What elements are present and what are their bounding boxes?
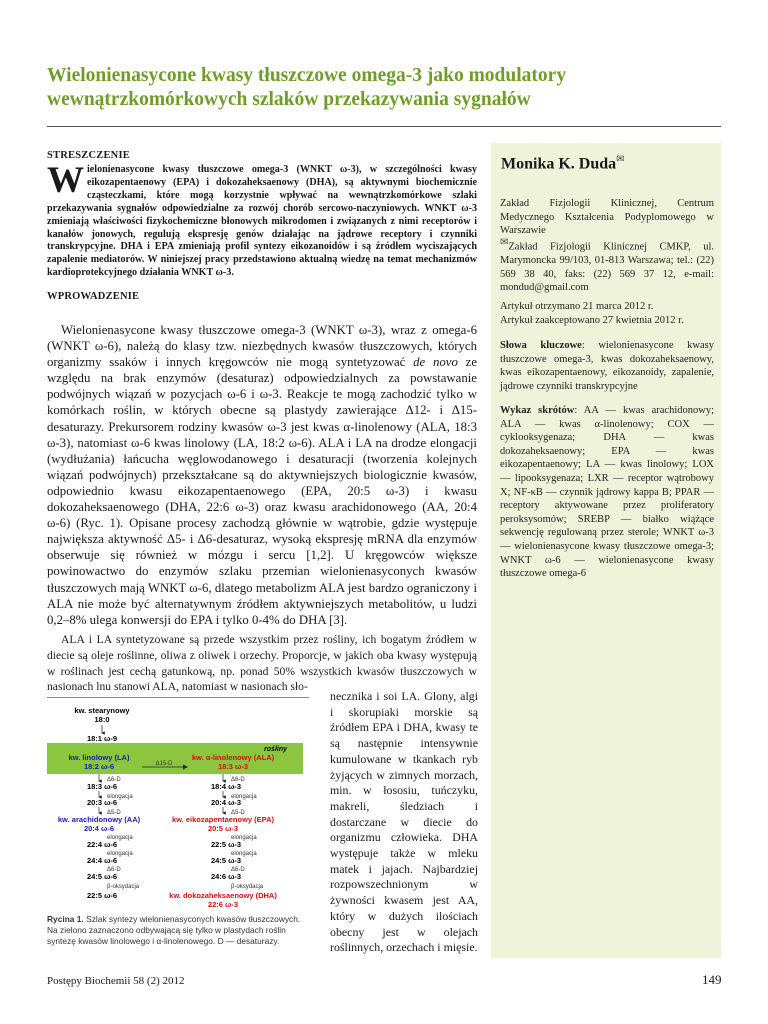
affiliation: Zakład Fizjologii Klinicznej, Centrum Medycznego Kształcenia Podyplomowego w Warszawie	[500, 198, 714, 237]
page-number: 149	[702, 972, 722, 987]
keywords	[500, 339, 714, 393]
intro-paragraph-2-continued: necznika i soi LA. Glony, algi i skorupiaki morskie są źródłem EPA i DHA, kwasy te są następnie intensywnie kumulowane w tkankach ryb żyjących w zimnych morzach, min. w łososiu, tuńczyku, makreli, śledziach i dostarczane w diecie do organizmu człowieka. DHA występuje także w mleku matek i jajach. Najbardziej rozpowszechnionym w żywności kwasem jest AA, który w dużych ilościach obecny jest w olejach roślinnych, orzechach i mięsie.	[330, 689, 478, 955]
stearic-formula: 18:0	[94, 715, 110, 724]
beta-ox-label-w6: β-oksydacja	[107, 884, 140, 890]
dha-formula: 22:6 ω-3	[207, 900, 239, 909]
dha-name: kw. dokozaheksaenowy (DHA)	[169, 891, 277, 900]
intro-text-b: ze względu na brak enzymów (desaturaz) odpowiedzialnych za powstawanie podwójnych wiązań w pozycjach ω-6 i ω-3. Reakcje te mogą zachodzić tylko w komórkach roślin, w których obecne są plastydy zawierające Δ12- i Δ15-desaturazy. Prekursorem rodziny kwasów ω-3 jest kwas α-linolenowy (ALA, 18:3 ω-3), natomiast ω-6 kwas linolowy (LA, 18:2 ω-6). ALA i LA na drodze elongacji (wydłużania) łańcucha węglowodanowego i desaturacji (tworzenia kolejnych wiązań podwójnych) przekształcane są do aktywniejszych biologicznie kwasów, odpowiednio kwasu eikozapentaenowego (EPA, 20:5 ω-3) i kwasu dokozaheksaenowego (DHA, 22:6 ω-3) oraz kwasu arachidonowego (AA, 20:4 ω-6) (Ryc. 1). Opisane procesy zachodzą głównie w wątrobie, gdzie występuje największa aktywność Δ5- i Δ6-desaturaz, wysoką ekspresję mRNA dla enzymów obserwuje się również w mózgu i sercu [1,2]. U kręgowców większe powinowactwo do enzymów szlaku przemian wielonienasyconych kwasów tłuszczowych mają WNKT ω-6, dlatego metabolizm ALA jest bardzo ograniczony i ALA nie może być alternatywnym źródłem aktywniejszych metabolitów, u ludzi 0,2–8% ulega konwersji do EPA i tylko 0-4% do DHA [3].	[47, 355, 478, 627]
stearic-name: kw. stearynowy	[74, 706, 130, 715]
accepted-date: Artykuł zaakceptowano 27 kwietnia 2012 r.	[500, 314, 684, 326]
elong-label-w3-3: elongacja	[231, 851, 257, 857]
epa-formula: 20:5 ω-3	[207, 824, 239, 833]
article-title: Wielonienasycone kwasy tłuszczowe omega-3 jako modulatory wewnątrzkomórkowych szlaków przekazywania sygnałów	[47, 65, 567, 110]
received-date: Artykuł otrzymano 21 marca 2012 r.	[500, 301, 654, 312]
elong-label-w3-1: elongacja	[231, 794, 257, 800]
w6-late-4: 22:5 ω-6	[87, 891, 118, 900]
w6-late-2: 24:4 ω-6	[87, 856, 118, 865]
abbreviations-text: : AA — kwas arachidonowy; ALA — kwas α-linolenowy; COX — cyklooksygenaza; DHA — kwas dokozaheksaenowy; EPA — kwas eikozapentaenowy; LA — kwas linolowy; LOX — lipooksygenaza; LXR — receptor wątrobowy X; NF-κB — czynnik jądrowy kappa B; PPAR — receptory aktywowane przez proliferatory peroksysomów; SREBP — białko wiążące sekwencję regulowaną przez sterole; WNKT ω-3 — wielonienasycone kwasy tłuszczowe omega-3; WNKT ω-6 — wielonienasycone kwasy tłuszczowe omega-6	[500, 405, 714, 580]
caption-text: Szlak syntezy wielonienasyconych kwasów tłuszczowych. Na zielono zaznaczono odbywającą się tylko w plastydach roślin syntezę kwasów linolowego i α-linolenowego. D — desaturazy.	[47, 914, 301, 947]
d5-label-w6: Δ5-D	[107, 810, 121, 816]
abstract-heading: STRESZCZENIE	[47, 150, 130, 161]
figure-caption	[47, 914, 309, 948]
intro-paragraph-2: ALA i LA syntetyzowane są przede wszystkim przez rośliny, ich bogatym źródłem w diecie są oleje roślinne, oliwa z oliwek i orzechy. Proporcje, w jakich oba kwasy występują w roślinach jest cechą gatunkową, np. ponad 50% wszystkich kwasów tłuszczowych w nasionach lnu stanowi ALA, natomiast w nasionach sło-	[47, 633, 477, 694]
journal-footer: Postępy Biochemii 58 (2) 2012	[47, 975, 185, 987]
pathway-figure	[47, 705, 307, 910]
aa-formula: 20:4 ω-6	[83, 824, 115, 833]
elong-label-w6-3: elongacja	[107, 851, 133, 857]
figure-divider	[47, 697, 309, 698]
w3-late-1: 22:5 ω-3	[211, 840, 242, 849]
abstract-body	[47, 160, 477, 280]
d6-label-w3: Δ6-D	[231, 777, 245, 783]
oleic-formula: 18:1 ω-9	[86, 734, 118, 743]
contact-text: Zakład Fizjologii Klinicznej CMKP, ul. Marymoncka 99/103, 01-813 Warszawa; tel.: (22) 569 38 40, faks: (22) 569 37 12, e-mail: mondud@gmail.com	[500, 241, 714, 294]
elong-label-w6-1: elongacja	[107, 794, 133, 800]
ala-formula: 18:3 ω-3	[217, 762, 249, 771]
d6-label-w3-2: Δ6-D	[231, 867, 245, 873]
w3-step-2: 20:4 ω-3	[211, 798, 242, 807]
author-text: Monika K. Duda	[501, 155, 617, 173]
d6-label-w6: Δ6-D	[107, 777, 121, 783]
keywords-text: : wielonienasycone kwasy tłuszczowe omega-3, kwas dokozaheksaenowy, kwas eikozapentaenowy, eikozanoidy, zapalenie, jądrowe czynniki transkrypcyjne	[500, 340, 714, 392]
ala-name: kw. α-linolenowy (ALA)	[191, 753, 275, 762]
introduction-body	[47, 322, 477, 628]
aa-name: kw. arachidonowy (AA)	[57, 815, 141, 824]
envelope-icon-contact: ✉	[500, 237, 509, 248]
introduction-heading: WPROWADZENIE	[47, 291, 140, 302]
keywords-label: Słowa kluczowe	[500, 340, 582, 351]
d6-label-w6-2: Δ6-D	[107, 867, 121, 873]
plants-label: rośliny	[264, 746, 287, 753]
contact-info	[500, 236, 714, 295]
caption-label: Rycina 1.	[47, 914, 84, 924]
abbreviations	[500, 404, 714, 581]
d15-label: Δ15-D	[155, 761, 173, 767]
drop-cap: W	[47, 160, 84, 201]
w3-late-2: 24:5 ω-3	[211, 856, 242, 865]
elong-label-w3-2: elongacja	[231, 835, 257, 841]
article-dates	[500, 300, 714, 327]
intro-paragraph-1	[47, 322, 477, 628]
w3-late-3: 24:6 ω-3	[211, 872, 242, 881]
la-name: kw. linolowy (LA)	[68, 753, 130, 762]
abstract-text: ielonienasycone kwasy tłuszczowe omega-3 (WNKT ω-3), w szczególności kwasy eikozapentaenowy (EPA) i dokozaheksaenowy (DHA), są aktywnymi biochemicznie cząsteczkami, które mogą korzystnie wpływać na wewnątrzkomórkowe szlaki przekazywania sygnałów odpowiedzialne za rozwój chorób sercowo-naczyniowych. WNKT ω-3 zmieniają właściwości fizykochemiczne błonowych mikrodomen i związanych z nimi receptorów i kanałów jonowych, regulują ekspresję genów działając na jądrowe receptory i czynniki transkrypcyjne. DHA i EPA zmieniają profil syntezy eikozanoidów i są źródłem wyciszających zapalenie mediatorów. W niniejszej pracy przedstawiono aktualną wiedzę na temat mechanizmów kardioprotekcyjnego działania WNKT ω-3.	[47, 164, 477, 279]
elong-label-w6-2: elongacja	[107, 835, 133, 841]
la-formula: 18:2 ω-6	[83, 762, 115, 771]
w6-late-3: 24:5 ω-6	[87, 872, 118, 881]
abbreviations-label: Wykaz skrótów	[500, 405, 575, 416]
w6-step-1: 18:3 ω-6	[87, 782, 118, 791]
author-name	[501, 154, 625, 173]
title-divider	[47, 126, 721, 127]
intro-italic: de novo	[413, 355, 458, 370]
beta-ox-label-w3: β-oksydacja	[231, 884, 264, 890]
w3-step-1: 18:4 ω-3	[211, 782, 242, 791]
omega6-column	[58, 774, 141, 900]
omega3-column	[169, 774, 277, 909]
intro-text-a: Wielonienasycone kwasy tłuszczowe omega-3 (WNKT ω-3), wraz z omega-6 (WNKT ω-6), należą do klasy tzw. niezbędnych kwasów tłuszczowych, których organizmy ssaków i innych kręgowców nie mogą syntetyzować	[47, 323, 477, 370]
d5-label-w3: Δ5-D	[231, 810, 245, 816]
envelope-icon: ✉	[616, 154, 625, 165]
w6-step-2: 20:3 ω-6	[87, 798, 118, 807]
w6-late-1: 22:4 ω-6	[87, 840, 118, 849]
epa-name: kw. eikozapentaenowy (EPA)	[171, 815, 275, 824]
